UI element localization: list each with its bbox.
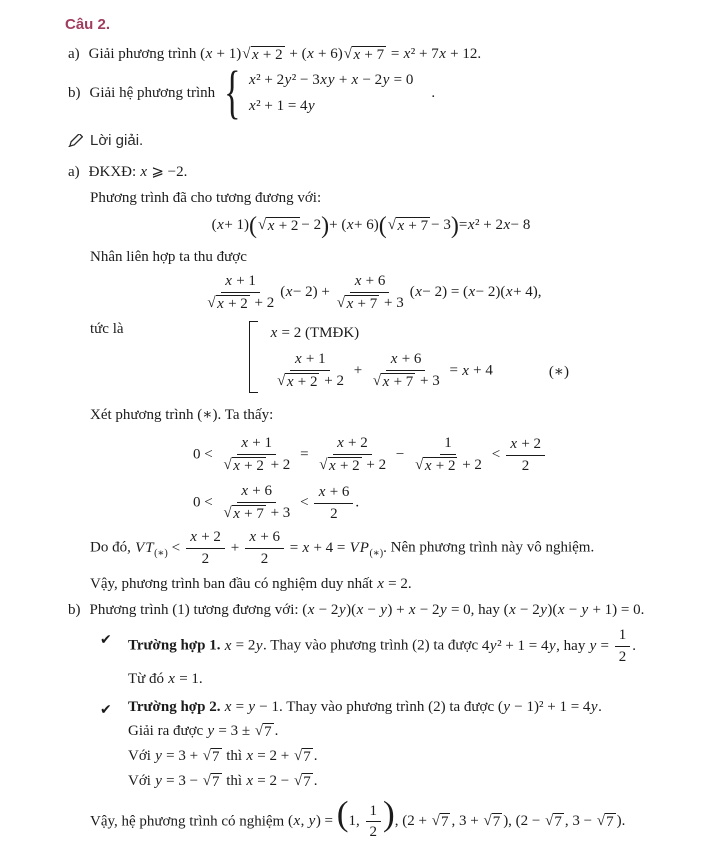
case-2-text-4: thì: [222, 748, 246, 765]
case-1: [100, 627, 677, 690]
final-conclusion-text: Vậy, hệ phương trình có nghiệm: [90, 813, 288, 830]
case-2-text-2: Giải ra được: [128, 723, 207, 740]
para-multiply-conjugate: Nhân liên hợp ta thu được: [90, 249, 247, 265]
solution-b-intro-math: (x − 2y)(x − y) + x − 2y = 0, hay (x − 2y)(x − y + 1) = 0.: [302, 601, 645, 618]
case-2-math-6: y = 3 − √ 7: [155, 772, 220, 790]
case-1-line-1: [128, 627, 677, 666]
pencil-icon: [68, 134, 83, 147]
case-1-line-2: [128, 669, 677, 691]
question-heading: Câu 2.: [65, 16, 111, 33]
para-vt-vp-post: Nên phương trình này vô nghiệm.: [386, 539, 595, 556]
inequality-1: 0 < x + 1 √ x + 2 + 2 = x + 2 √ x + 2 + 2 − 1 √ x + 2 + 2 < $\frac{x + 2}{2}$: [193, 435, 547, 475]
system-period: .: [431, 84, 436, 101]
case-2-math-3: y = 3 ± √ 7 .: [207, 723, 279, 741]
check-icon: ✔: [100, 701, 112, 718]
case-2-text-3: Với: [128, 748, 155, 765]
equation-case-system: [65, 321, 677, 394]
conclusion-a-math: x = 2.: [377, 575, 412, 592]
conclusion-a-text: Vậy, phương trình ban đầu có nghiệm duy nhất: [90, 575, 377, 592]
equation-conjugate-form: ( x + 1) ( √ x + 2 − 2 ) + ( x + 6) ( √ x + 7 − 3 ) = x ² + 2 x − 8: [211, 213, 531, 240]
system-equation-1: x² + 2y² − 3xy + x − 2y = 0: [248, 71, 414, 88]
solution-b-intro: [68, 600, 677, 622]
problem-a-lead: Giải phương trình: [88, 45, 201, 62]
case-2-line-2: [128, 721, 677, 743]
system-equation-2: x² + 1 = 4y: [248, 98, 315, 115]
case-1-title: Trường hợp 1.: [128, 638, 221, 655]
para-consider-star: Xét phương trình (∗). Ta thấy:: [90, 407, 274, 424]
problem-b: [68, 60, 677, 126]
equation-factored: x + 1 √ x + 2 + 2 ( x − 2) + x + 6 √ x + 7 + 3 ( x − 2) = ( x − 2)( x + 4),: [207, 272, 542, 312]
case-2-text-1: Thay vào phương trình (2) ta được: [282, 698, 498, 715]
solution-b-intro-text: Phương trình (1) tương đương với:: [89, 601, 303, 618]
case-2-math-7: x = 2 − √ 7 .: [246, 772, 318, 790]
case-1-math-3: x = 1.: [168, 670, 203, 687]
solution-b-label: b): [68, 601, 81, 618]
case-1-math-1: x = 2y.: [224, 638, 267, 655]
equation-star-tag: (∗): [548, 364, 569, 381]
solution-header: [68, 130, 677, 152]
case-2-math-1: x = y − 1.: [224, 698, 283, 715]
problem-a-equation: (x + 1) √ x + 2 + (x + 6) √ x + 7 = x² + 7x + 12.: [200, 45, 482, 63]
case-2-title: Trường hợp 2.: [128, 698, 221, 715]
para-equivalent: Phương trình đã cho tương đương với:: [90, 189, 322, 206]
case-system-row-2: x + 1 √ x + 2 + 2 + x + 6 √ x + 7 + 3 = x + 4: [277, 351, 493, 391]
case-2-line-3: [128, 746, 677, 768]
solution-a-label: a): [68, 163, 80, 180]
inequality-block: [193, 435, 677, 523]
solution-title: Lời giải.: [90, 132, 144, 149]
case-2-line-1: [128, 697, 677, 719]
problem-b-label: b): [68, 84, 81, 101]
final-conclusion-math: (x, y) = (1, $\frac{1}{2}$ ), (2 + √ 7 , 3 + √ 7 ), (2 − √ 7 , 3 − √ 7 ).: [287, 794, 626, 841]
problem-b-lead: Giải hệ phương trình: [89, 84, 216, 101]
check-icon: ✔: [100, 632, 112, 649]
para-vt-vp: [90, 529, 677, 568]
case-2-text-6: thì: [222, 772, 246, 789]
vt-vp-math: $VT_{(∗)}$ < $\frac{x + 2}{2}$ + $\frac{x + 6}{2}$ = $x + 4 = VP_{(∗)}$.: [135, 529, 387, 567]
para-vt-vp-pre: Do đó,: [90, 539, 135, 556]
para-conclusion-a: [90, 574, 677, 596]
problem-a-label: a): [68, 45, 80, 62]
equation-system: [224, 60, 414, 126]
case-2-math-5: x = 2 + √ 7 .: [246, 748, 318, 766]
dkxd-label: ĐKXĐ:: [88, 163, 140, 180]
case-2-text-5: Với: [128, 772, 155, 789]
bracket-icon: [249, 321, 258, 394]
case-1-text-1: Thay vào phương trình (2) ta được: [266, 638, 482, 655]
problem-a: [68, 44, 677, 66]
para-tuc-la: tức là: [90, 320, 124, 337]
solution-a-conditions: [68, 162, 677, 184]
inequality-2: 0 < x + 6 √ x + 7 + 3 < $\frac{x + 6}{2}$ .: [193, 483, 360, 522]
dkxd-math: x ⩾ −2.: [140, 163, 188, 180]
case-2-line-4: [128, 771, 677, 793]
case-1-text-2: Từ đó: [128, 670, 168, 687]
brace-icon: {: [224, 60, 241, 126]
final-conclusion: [90, 794, 677, 842]
case-2-math-4: y = 3 + √ 7: [155, 748, 220, 766]
case-1-math-2: 4y² + 1 = 4y, hay y = $\frac{1}{2}$ .: [481, 627, 636, 666]
case-2-math-2: (y − 1)² + 1 = 4y.: [497, 698, 602, 715]
case-2: [100, 697, 677, 793]
case-system-row-1: x = 2 (TMĐK): [270, 324, 360, 341]
